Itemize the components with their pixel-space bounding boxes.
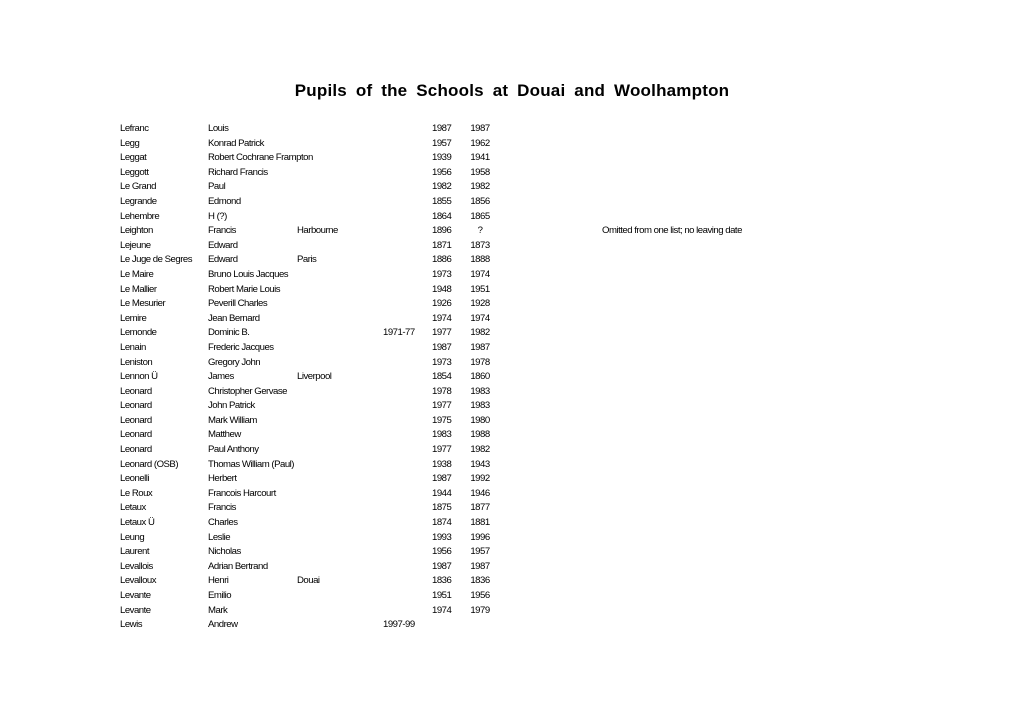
entry-year-cell: 1977 [432, 400, 452, 412]
forenames-cell: Frederic Jacques [208, 341, 274, 353]
entry-year-cell: 1974 [432, 312, 452, 324]
forenames-cell: H (?) [208, 210, 227, 222]
leaving-year-cell: 1873 [470, 239, 490, 251]
leaving-year-cell: 1983 [470, 385, 490, 397]
place-cell: Liverpool [297, 371, 332, 383]
forenames-cell: Matthew [208, 429, 241, 441]
entry-year-cell: 1956 [432, 166, 452, 178]
leaving-year-cell: 1860 [470, 371, 490, 383]
entry-year-cell: 1951 [432, 590, 452, 601]
leaving-year-cell: 1982 [470, 181, 490, 193]
forenames-cell: Richard Francis [208, 166, 268, 178]
leaving-year-cell: 1980 [470, 414, 490, 426]
forenames-cell: Peverill Charles [208, 298, 268, 310]
leaving-year-cell: 1979 [470, 604, 490, 616]
entry-year-cell: 1886 [432, 254, 452, 266]
forenames-cell: Bruno Louis Jacques [208, 268, 289, 280]
entry-year-cell: 1987 [432, 473, 452, 485]
forenames-cell: Edmond [208, 195, 241, 207]
entry-year-cell: 1938 [432, 458, 452, 470]
entry-year-cell: 1875 [432, 502, 452, 514]
surname-cell: Lemonde [120, 327, 157, 339]
note-cell: Omitted from one list; no leaving date [602, 225, 742, 237]
leaving-year-cell: 1865 [470, 210, 490, 222]
leaving-year-cell: 1957 [470, 546, 490, 558]
entry-year-cell: 1944 [432, 487, 452, 499]
leaving-year-cell: 1978 [470, 356, 490, 368]
surname-cell: Leonard (OSB) [120, 458, 179, 470]
place-cell: Paris [297, 254, 317, 266]
surname-cell: Leggat [120, 152, 147, 164]
surname-cell: Letaux [120, 502, 146, 514]
surname-cell: Letaux Ü [120, 517, 155, 529]
forenames-cell: Francis [208, 502, 236, 514]
years-range-cell: 1997-99 [383, 619, 415, 631]
leaving-year-cell: 1946 [470, 487, 490, 499]
leaving-year-cell: 1951 [470, 283, 490, 295]
surname-cell: Le Roux [120, 487, 153, 499]
leaving-year-cell: 1982 [470, 444, 490, 456]
forenames-cell: James [208, 371, 234, 383]
forenames-cell: Dominic B. [208, 327, 250, 339]
entry-year-cell: 1896 [432, 225, 452, 237]
forenames-cell: Francis [208, 225, 236, 237]
surname-cell: Le Juge de Segres [120, 254, 193, 266]
surname-cell: Lejeune [120, 239, 151, 251]
leaving-year-cell: ? [477, 225, 483, 237]
surname-cell: Leonelli [120, 473, 150, 485]
surname-cell: Levalloux [120, 575, 157, 587]
leaving-year-cell: 1992 [470, 473, 490, 485]
leaving-year-cell: 1881 [470, 517, 490, 529]
surname-cell: Le Grand [120, 181, 157, 193]
surname-cell: Leggott [120, 166, 149, 178]
surname-cell: Leonard [120, 444, 152, 456]
surname-cell: Leighton [120, 225, 153, 237]
leaving-year-cell: 1888 [470, 254, 490, 266]
place-cell: Douai [297, 575, 320, 587]
forenames-cell: Leslie [208, 531, 231, 543]
forenames-cell: Henri [208, 575, 229, 587]
entry-year-cell: 1957 [432, 137, 452, 149]
surname-cell: Levante [120, 590, 151, 601]
entry-year-cell: 1982 [432, 181, 452, 193]
entry-year-cell: 1973 [432, 268, 452, 280]
entry-year-cell: 1977 [432, 327, 452, 339]
forenames-cell: Paul [208, 181, 226, 193]
forenames-cell: Edward [208, 239, 238, 251]
surname-cell: Lenain [120, 341, 146, 353]
leaving-year-cell: 1943 [470, 458, 490, 470]
leaving-year-cell: 1958 [470, 166, 490, 178]
forenames-cell: Jean Bernard [208, 312, 260, 324]
entry-year-cell: 1977 [432, 444, 452, 456]
entry-year-cell: 1956 [432, 546, 452, 558]
leaving-year-cell: 1987 [470, 123, 490, 134]
surname-cell: Leonard [120, 414, 152, 426]
entry-year-cell: 1973 [432, 356, 452, 368]
leaving-year-cell: 1974 [470, 268, 490, 280]
leaving-year-cell: 1928 [470, 298, 490, 310]
surname-cell: Leonard [120, 400, 152, 412]
entry-year-cell: 1987 [432, 341, 452, 353]
leaving-year-cell: 1983 [470, 400, 490, 412]
leaving-year-cell: 1962 [470, 137, 490, 149]
forenames-cell: Gregory John [208, 356, 261, 368]
entry-year-cell: 1874 [432, 517, 452, 529]
entry-year-cell: 1871 [432, 239, 452, 251]
forenames-cell: Louis [208, 123, 229, 134]
entry-year-cell: 1983 [432, 429, 452, 441]
entry-year-cell: 1926 [432, 298, 452, 310]
entry-year-cell: 1987 [432, 560, 452, 572]
entry-year-cell: 1836 [432, 575, 452, 587]
entry-year-cell: 1939 [432, 152, 452, 164]
leaving-year-cell: 1996 [470, 531, 490, 543]
leaving-year-cell: 1941 [470, 152, 490, 164]
surname-cell: Leniston [120, 356, 153, 368]
entry-year-cell: 1975 [432, 414, 452, 426]
entry-year-cell: 1978 [432, 385, 452, 397]
forenames-cell: John Patrick [208, 400, 255, 412]
surname-cell: Legg [120, 137, 140, 149]
surname-cell: Leonard [120, 385, 152, 397]
surname-cell: Leonard [120, 429, 152, 441]
leaving-year-cell: 1877 [470, 502, 490, 514]
leaving-year-cell: 1856 [470, 195, 490, 207]
forenames-cell: Konrad Patrick [208, 137, 264, 149]
place-cell: Harbourne [297, 225, 338, 237]
entry-year-cell: 1948 [432, 283, 452, 295]
surname-cell: Legrande [120, 195, 157, 207]
surname-cell: Levante [120, 604, 151, 616]
surname-cell: Levallois [120, 560, 153, 572]
leaving-year-cell: 1988 [470, 429, 490, 441]
leaving-year-cell: 1987 [470, 560, 490, 572]
forenames-cell: Adrian Bertrand [208, 560, 268, 572]
forenames-cell: Emilio [208, 590, 232, 601]
surname-cell: Lennon Ü [120, 371, 158, 383]
forenames-cell: Charles [208, 517, 238, 529]
page-title: Pupils of the Schools at Douai and Woolhampton [294, 81, 730, 100]
forenames-cell: Nicholas [208, 546, 241, 558]
entry-year-cell: 1854 [432, 371, 452, 383]
forenames-cell: Mark William [208, 414, 257, 426]
surname-cell: Lemire [120, 312, 147, 324]
leaving-year-cell: 1836 [470, 575, 490, 587]
years-range-cell: 1971-77 [383, 327, 415, 339]
entry-year-cell: 1855 [432, 195, 452, 207]
surname-cell: Lefranc [120, 123, 149, 134]
leaving-year-cell: 1987 [470, 341, 490, 353]
forenames-cell: Robert Marie Louis [208, 283, 281, 295]
surname-cell: Le Mallier [120, 283, 157, 295]
forenames-cell: Mark [208, 604, 228, 616]
forenames-cell: Thomas William (Paul) [208, 458, 294, 470]
forenames-cell: Robert Cochrane Frampton [208, 152, 313, 164]
surname-cell: Le Maire [120, 268, 154, 280]
surname-cell: Lehembre [120, 210, 160, 222]
entry-year-cell: 1974 [432, 604, 452, 616]
leaving-year-cell: 1956 [470, 590, 490, 601]
leaving-year-cell: 1974 [470, 312, 490, 324]
forenames-cell: Edward [208, 254, 238, 266]
forenames-cell: Herbert [208, 473, 237, 485]
forenames-cell: Andrew [208, 619, 238, 631]
surname-cell: Laurent [120, 546, 150, 558]
entry-year-cell: 1993 [432, 531, 452, 543]
surname-cell: Leung [120, 531, 145, 543]
entry-year-cell: 1864 [432, 210, 452, 222]
surname-cell: Lewis [120, 619, 143, 631]
entry-year-cell: 1987 [432, 123, 452, 134]
forenames-cell: Christopher Gervase [208, 385, 288, 397]
leaving-year-cell: 1982 [470, 327, 490, 339]
forenames-cell: Paul Anthony [208, 444, 259, 456]
surname-cell: Le Mesurier [120, 298, 166, 310]
forenames-cell: Francois Harcourt [208, 487, 276, 499]
